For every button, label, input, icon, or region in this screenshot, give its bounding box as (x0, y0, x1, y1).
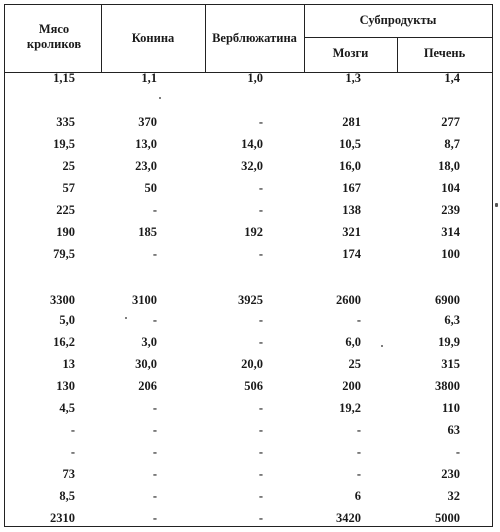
table-cell: 19,5 (53, 137, 75, 151)
table-cell: 18,0 (438, 159, 460, 173)
table-cell: - (258, 115, 263, 129)
table-cell: 30,0 (135, 357, 157, 371)
table-cell: 3,0 (141, 335, 157, 349)
table-cell: 192 (244, 225, 263, 239)
table-cell: - (258, 401, 263, 415)
table-cell: 3100 (132, 293, 157, 307)
header-horse: Конина (131, 31, 175, 45)
table-cell: 6,3 (444, 313, 460, 327)
table-cell: 4,5 (59, 401, 75, 415)
table-cell: 25 (62, 159, 75, 173)
table-cell: 185 (138, 225, 157, 239)
table-cell: 110 (441, 401, 460, 415)
table-cell: - (152, 247, 157, 261)
table-cell: 100 (441, 247, 460, 261)
table-cell: 206 (138, 379, 157, 393)
table-cell: - (152, 445, 157, 459)
table-cell: 3420 (336, 511, 361, 525)
table-cell: 230 (441, 467, 460, 481)
table-cell: - (356, 467, 361, 481)
table-cell: - (258, 511, 263, 525)
table-cell: 16,0 (339, 159, 361, 173)
scan-speck (381, 345, 383, 347)
table-cell: - (152, 467, 157, 481)
table-cell: 315 (441, 357, 460, 371)
table-cell: 3300 (50, 293, 75, 307)
table-cell: 19,9 (438, 335, 460, 349)
table-cell: 63 (447, 423, 460, 437)
table-cell: - (258, 489, 263, 503)
table-cell: 2600 (336, 293, 361, 307)
header-camel: Верблюжатина (212, 31, 297, 45)
scan-speck (125, 317, 127, 319)
header-rabbit: Мясо кроликов (26, 22, 82, 51)
table-cell: 3800 (435, 379, 460, 393)
table-cell: 1,4 (444, 71, 460, 85)
table-cell: 16,2 (53, 335, 75, 349)
table-cell: 73 (62, 467, 75, 481)
table-cell: 50 (144, 181, 157, 195)
table-cell: - (356, 313, 361, 327)
table-cell: 10,5 (339, 137, 361, 151)
table-cell: 25 (348, 357, 361, 371)
table-cell: 277 (441, 115, 460, 129)
table-cell: 6900 (435, 293, 460, 307)
table-cell: 1,15 (53, 71, 75, 85)
table-cell: - (258, 313, 263, 327)
table-cell: 174 (342, 247, 361, 261)
table-cell: 8,7 (444, 137, 460, 151)
table-cell: 57 (62, 181, 75, 195)
table-cell: 1,1 (141, 71, 157, 85)
table-cell: 13 (62, 357, 75, 371)
scan-speck (495, 203, 498, 207)
table-cell: - (152, 401, 157, 415)
table-cell: 14,0 (241, 137, 263, 151)
table-cell: 239 (441, 203, 460, 217)
header-liver: Печень (423, 46, 466, 60)
table-cell: - (258, 423, 263, 437)
table-cell: 138 (342, 203, 361, 217)
table-cell: - (152, 313, 157, 327)
table-cell: - (70, 445, 75, 459)
table-cell: - (258, 203, 263, 217)
table-cell: - (356, 423, 361, 437)
table-cell: 20,0 (241, 357, 263, 371)
table-cell: 8,5 (59, 489, 75, 503)
table-cell: 104 (441, 181, 460, 195)
table-cell: - (455, 445, 460, 459)
table-cell: - (152, 511, 157, 525)
table-cell: 1,3 (345, 71, 361, 85)
header-brain: Мозги (332, 46, 369, 60)
table-cell: 19,2 (339, 401, 361, 415)
table-cell: 6 (354, 489, 361, 503)
table-cell: - (258, 467, 263, 481)
table-cell: - (258, 445, 263, 459)
table-cell: 200 (342, 379, 361, 393)
table-frame (4, 4, 493, 527)
table-cell: 6,0 (345, 335, 361, 349)
table-cell: 32,0 (241, 159, 263, 173)
table-cell: 167 (342, 181, 361, 195)
table-cell: 2310 (50, 511, 75, 525)
table-cell: 506 (244, 379, 263, 393)
table-cell: - (356, 445, 361, 459)
scan-speck (159, 97, 161, 99)
table-cell: 225 (56, 203, 75, 217)
table-cell: 5000 (435, 511, 460, 525)
table-cell: - (258, 181, 263, 195)
table-cell: 1,0 (247, 71, 263, 85)
table-cell: 3925 (238, 293, 263, 307)
table-cell: 130 (56, 379, 75, 393)
table-cell: 23,0 (135, 159, 157, 173)
table-cell: - (258, 247, 263, 261)
table-cell: 321 (342, 225, 361, 239)
table-cell: 281 (342, 115, 361, 129)
table-cell: 335 (56, 115, 75, 129)
table-cell: 5,0 (59, 313, 75, 327)
table-cell: - (152, 203, 157, 217)
table-cell: 314 (441, 225, 460, 239)
table-cell: - (152, 423, 157, 437)
table-cell: 79,5 (53, 247, 75, 261)
table-cell: 13,0 (135, 137, 157, 151)
table-cell: 370 (138, 115, 157, 129)
table-cell: 32 (447, 489, 460, 503)
table-cell: - (152, 489, 157, 503)
table-cell: - (258, 335, 263, 349)
table-cell: 190 (56, 225, 75, 239)
header-offal: Субпродукты (359, 13, 437, 27)
table-cell: - (70, 423, 75, 437)
offal-divider (304, 37, 492, 38)
